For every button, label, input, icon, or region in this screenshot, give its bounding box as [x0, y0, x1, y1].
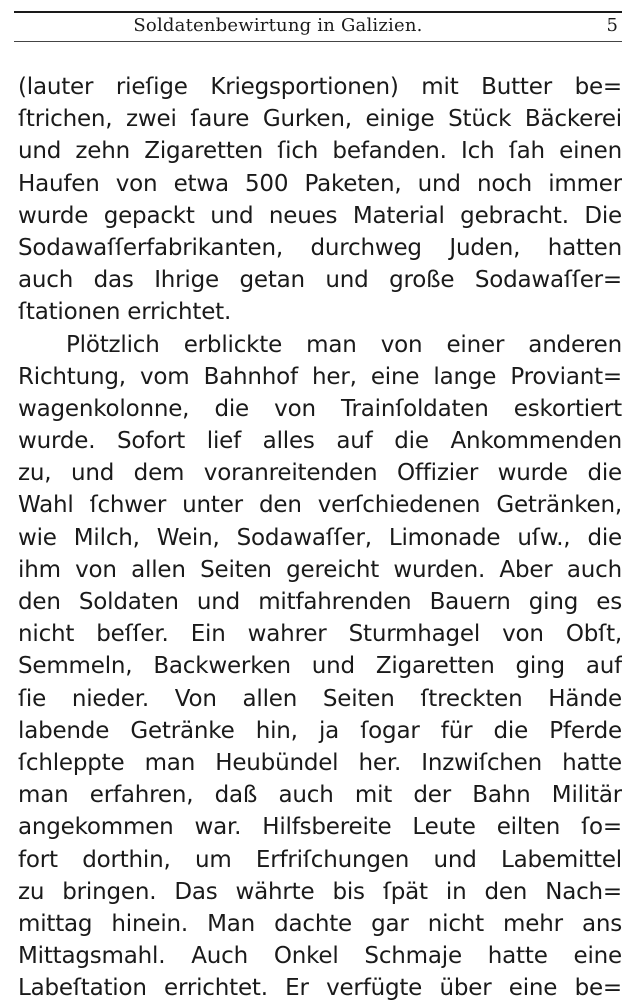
text-line: Labeſtation errichtet. Er verfügte über eine be= [18, 975, 622, 1002]
text-line: wurde. Sofort lief alles auf die Ankommenden [18, 428, 622, 455]
text-line: ſchleppte man Heubündel her. Inzwiſchen hatte [18, 749, 622, 776]
page-text [18, 71, 622, 1004]
text-line: zu bringen. Das währte bis ſpät in den Nach= [18, 878, 622, 905]
running-head: Soldatenbewirtung in Galizien. [133, 15, 423, 36]
text-line: ſtrichen, zwei ſaure Gurken, einige Stück Bäckerei [18, 106, 622, 133]
text-line: Haufen von etwa 500 Paketen, und noch immer [18, 170, 622, 197]
text-line: wie Milch, Wein, Sodawaſſer, Limonade uſw., die [18, 524, 622, 551]
text-line: wurde gepackt und neues Material gebracht. Die [18, 202, 622, 229]
text-line: und zehn Zigaretten ſich befanden. Ich ſah einen [18, 138, 622, 165]
text-line: ihm von allen Seiten gereicht wurden. Aber auch [18, 556, 622, 583]
text-line: fort dorthin, um Erfriſchungen und Labemittel [18, 846, 622, 873]
text-line: labende Getränke hin, ja ſogar für die Pferde [18, 717, 622, 744]
text-line: Richtung, vom Bahnhof her, eine lange Proviant= [18, 363, 622, 390]
text-line: zu, und dem voranreitenden Offizier wurde die [18, 460, 622, 487]
text-line: den Soldaten und mitfahrenden Bauern ging es [18, 589, 622, 615]
text-line: angekommen war. Hilfsbereite Leute eilten ſo= [18, 814, 622, 841]
text-line: man erfahren, daß auch mit der Bahn Militär [18, 782, 622, 809]
text-line: auch das Ihrige getan und große Sodawaſſer= [18, 267, 622, 294]
header-top-rule [14, 11, 622, 13]
page-header [14, 8, 622, 38]
text-line: mittag hinein. Man dachte gar nicht mehr ans [18, 910, 622, 937]
text-line: Wahl ſchwer unter den verſchiedenen Getränken, [18, 492, 622, 519]
text-line: Sodawaſſerfabrikanten, durchweg Juden, hatten [18, 234, 622, 261]
header-bottom-rule [14, 41, 622, 42]
text-line: Mittagsmahl. Auch Onkel Schmaje hatte eine [18, 943, 622, 970]
paragraph-last-line: ſtationen errichtet. [18, 299, 232, 326]
text-line: ſie nieder. Von allen Seiten ſtreckten Hände [18, 685, 622, 712]
page-number: 5 [606, 15, 618, 36]
text-line: (lauter rieſige Kriegsportionen) mit Butter be= [18, 74, 622, 100]
text-line: nicht beſſer. Ein wahrer Sturmhagel von Obſt, [18, 621, 622, 648]
text-line: wagenkolonne, die von Trainſoldaten eskortiert [18, 395, 622, 422]
text-line: Semmeln, Backwerken und Zigaretten ging auf [18, 653, 622, 680]
paragraph-first-line: Plötzlich erblickte man von einer anderen [66, 331, 622, 358]
